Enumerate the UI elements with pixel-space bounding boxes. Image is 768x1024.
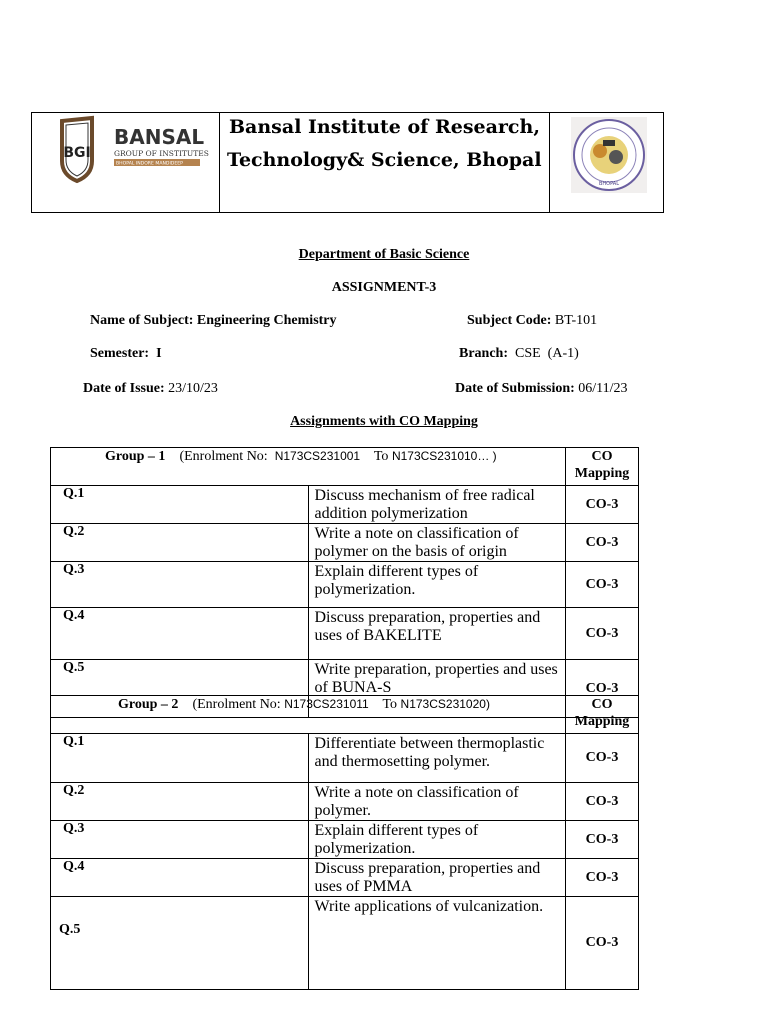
question-text: Write preparation, properties and uses of BUNA-S — [308, 660, 566, 718]
institute-seal-icon — [550, 113, 664, 212]
co-value: CO-3 — [566, 562, 639, 608]
group-2-name: Group – 2 — [118, 697, 179, 712]
group-2-to-label: To — [382, 697, 398, 712]
question-text: Discuss preparation, properties and uses of PMMA — [308, 859, 566, 897]
co-value: CO-3 — [566, 897, 639, 990]
question-text: Write a note on classification of polymer on the basis of origin — [308, 524, 566, 562]
table-row — [51, 562, 639, 608]
group-1-heading — [51, 448, 566, 486]
branch-value: CSE (A-1) — [515, 346, 579, 361]
group-1-name: Group – 1 — [105, 449, 166, 464]
question-number: Q.3 — [51, 562, 309, 608]
question-number: Q.1 — [51, 486, 309, 524]
question-number: Q.1 — [51, 734, 309, 783]
submission-value: 06/11/23 — [578, 381, 628, 396]
logo-name: BANSAL — [114, 125, 205, 149]
group-2-co-header: CO Mapping — [566, 696, 639, 734]
seal-text: BHOPAL — [598, 181, 620, 187]
question-text: Explain different types of polymerization. — [308, 821, 566, 859]
header-box — [31, 112, 664, 213]
group-1-enrol-to: N173CS231010… ) — [391, 449, 497, 463]
question-text: Discuss preparation, properties and uses of BAKELITE — [308, 608, 566, 660]
group-2-enrol-from: N173CS231011 — [284, 697, 369, 711]
branch-label: Branch: — [459, 346, 508, 361]
logo-sub: GROUP OF INSTITUTES — [114, 149, 209, 158]
subject-label: Name of Subject: Engineering Chemistry — [90, 313, 337, 328]
bgi-logo-icon — [32, 113, 219, 212]
code-value: BT-101 — [554, 313, 598, 328]
assignment-title: ASSIGNMENT-3 — [331, 280, 437, 295]
seal-cell — [549, 113, 664, 212]
co-value: CO-3 — [566, 821, 639, 859]
logo-letters: BGI — [63, 145, 91, 161]
question-number: Q.3 — [51, 821, 309, 859]
institute-line-1: Bansal Institute of Research, — [229, 116, 540, 138]
table-row — [51, 734, 639, 783]
question-text: Discuss mechanism of free radical addition polymerization — [308, 486, 566, 524]
table-row — [51, 783, 639, 821]
question-text: Differentiate between thermoplastic and thermosetting polymer. — [308, 734, 566, 783]
code-label: Subject Code: — [467, 313, 552, 328]
group-2-table — [50, 695, 639, 990]
co-value: CO-3 — [566, 486, 639, 524]
issue-value: 23/10/23 — [168, 381, 218, 396]
question-text: Write a note on classification of polymer. — [308, 783, 566, 821]
issue-label: Date of Issue: — [83, 381, 165, 396]
group-2-enrol-prefix: (Enrolment No: — [192, 697, 281, 712]
question-number: Q.2 — [51, 524, 309, 562]
subject-name — [90, 313, 337, 329]
group-1-co-header: CO Mapping — [566, 448, 639, 486]
table-row — [51, 524, 639, 562]
co-value: CO-3 — [566, 608, 639, 660]
submission-label: Date of Submission: — [455, 381, 575, 396]
table-row — [51, 486, 639, 524]
bgi-logo-cell — [32, 113, 220, 212]
co-value: CO-3 — [566, 859, 639, 897]
group-1-header-row — [51, 448, 639, 486]
group-2-header-row — [51, 696, 639, 734]
mapping-title: Assignments with CO Mapping — [290, 414, 478, 429]
question-number: Q.5 — [51, 897, 309, 990]
question-number: Q.4 — [51, 608, 309, 660]
co-value: CO-3 — [566, 734, 639, 783]
group-2-enrol-to: N173CS231020) — [400, 697, 490, 711]
co-value: CO-3 — [566, 783, 639, 821]
logo-tag: BHOPAL INDORE MANDIDEEP — [116, 161, 183, 167]
question-text: Explain different types of polymerization. — [308, 562, 566, 608]
group-1-to-label: To — [373, 449, 389, 464]
semester-value: I — [156, 346, 162, 361]
question-number: Q.4 — [51, 859, 309, 897]
semester — [90, 346, 162, 362]
question-text: Write applications of vulcanization. — [308, 897, 566, 990]
table-row — [51, 859, 639, 897]
semester-label: Semester: — [90, 346, 150, 361]
group-1-enrol-from: N173CS231001 — [274, 449, 361, 463]
co-value: CO-3 — [566, 660, 639, 718]
date-of-submission — [455, 381, 628, 397]
subject-code — [467, 313, 597, 329]
group-1-table — [50, 447, 639, 718]
group-1-enrol-prefix: (Enrolment No: — [179, 449, 268, 464]
date-of-issue — [83, 381, 218, 397]
table-row — [51, 608, 639, 660]
table-row — [51, 897, 639, 990]
institute-line-2: Technology& Science, Bhopal — [227, 149, 542, 171]
branch — [459, 346, 579, 362]
group-2-heading — [51, 696, 566, 734]
co-value: CO-3 — [566, 524, 639, 562]
table-row — [51, 821, 639, 859]
question-number: Q.5 — [51, 660, 309, 718]
department-title: Department of Basic Science — [298, 247, 470, 262]
question-number: Q.2 — [51, 783, 309, 821]
